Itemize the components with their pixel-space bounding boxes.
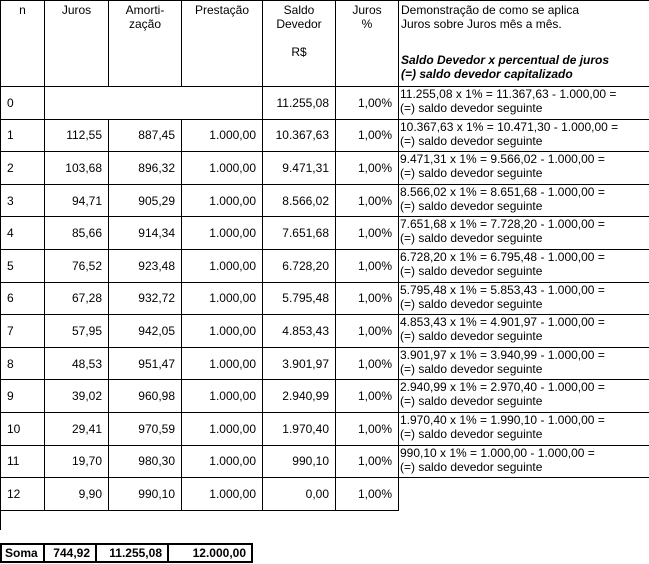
header-demo-line1: Demonstração de como se aplica [401, 3, 580, 17]
cell-n: 7 [1, 315, 45, 348]
cell-demonstracao-empty [399, 478, 649, 511]
cell-demonstracao [399, 413, 649, 446]
demo-formula-line: 990,10 x 1% = 1.000,00 - 1.000,00 = [400, 445, 595, 460]
header-saldo-line3 [263, 31, 335, 45]
cell-prestacao: 1.000,00 [182, 348, 263, 381]
cell-amortizacao: 932,72 [109, 283, 182, 316]
cell-prestacao: 1.000,00 [182, 478, 263, 511]
cell-amortizacao: 980,30 [109, 446, 182, 479]
demo-formula-line: 7.651,68 x 1% = 7.728,20 - 1.000,00 = [400, 217, 605, 232]
cell-demonstracao [399, 446, 649, 479]
cell-prestacao: 1.000,00 [182, 217, 263, 250]
demo-result-line: (=) saldo devedor seguinte [400, 133, 543, 148]
demo-formula-line: 5.795,48 x 1% = 5.853,43 - 1.000,00 = [400, 282, 605, 297]
demo-formula-line: 3.901,97 x 1% = 3.940,99 - 1.000,00 = [400, 347, 605, 362]
cell-juros: 94,71 [45, 185, 109, 218]
header-demo-spacer [401, 31, 649, 53]
cell-saldo-devedor: 990,10 [263, 446, 336, 479]
demo-formula-line: 10.367,63 x 1% = 10.471,30 - 1.000,00 = [400, 119, 619, 134]
demo-result-line: (=) saldo devedor seguinte [400, 101, 543, 115]
cell-demonstracao [399, 185, 649, 218]
cell-prestacao: 1.000,00 [182, 152, 263, 185]
demo-formula-line: 11.255,08 x 1% = 11.367,63 - 1.000,00 = [400, 87, 617, 101]
cell-juros-percent: 1,00% [336, 446, 399, 479]
cell-juros-percent: 1,00% [336, 87, 399, 120]
demo-formula-line: 6.728,20 x 1% = 6.795,48 - 1.000,00 = [400, 250, 605, 264]
cell-n: 10 [1, 413, 45, 446]
cell-juros: 48,53 [45, 348, 109, 381]
cell-juros: 9,90 [45, 478, 109, 511]
cell-n: 9 [1, 380, 45, 413]
cell-demonstracao [399, 217, 649, 250]
cell-saldo-devedor: 3.901,97 [263, 348, 336, 381]
cell-amortizacao: 990,10 [109, 478, 182, 511]
cell-juros: 19,70 [45, 446, 109, 479]
cell-demonstracao [399, 380, 649, 413]
cell-n: 3 [1, 185, 45, 218]
header-amortizacao-line2: zação [128, 17, 162, 31]
header-amortizacao-line1: Amorti- [125, 3, 165, 17]
header-juros-percent [336, 1, 399, 87]
cell-demonstracao [399, 283, 649, 316]
demo-formula-line: 8.566,02 x 1% = 8.651,68 - 1.000,00 = [400, 184, 605, 199]
cell-juros: 57,95 [45, 315, 109, 348]
demo-result-line: (=) saldo devedor seguinte [400, 296, 543, 311]
demo-result-line: (=) saldo devedor seguinte [400, 394, 543, 409]
cell-saldo-devedor: 0,00 [263, 478, 336, 511]
demo-formula-line: 9.471,31 x 1% = 9.566,02 - 1.000,00 = [400, 152, 605, 167]
header-saldo-line4: R$ [291, 45, 307, 59]
cell-prestacao: 1.000,00 [182, 446, 263, 479]
cell-juros-percent: 1,00% [336, 413, 399, 446]
header-prestacao: Prestação [182, 1, 263, 87]
soma-prestacao: 12.000,00 [168, 544, 252, 562]
cell-saldo-devedor: 7.651,68 [263, 217, 336, 250]
cell-saldo-devedor: 4.853,43 [263, 315, 336, 348]
cell-amortizacao: 923,48 [109, 250, 182, 283]
cell-prestacao: 1.000,00 [182, 315, 263, 348]
header-demo-bold-line1: Saldo Devedor x percentual de juros [401, 53, 610, 67]
cell-empty-merged [45, 87, 263, 120]
header-saldo-devedor [263, 1, 336, 87]
cell-juros: 85,66 [45, 217, 109, 250]
cell-saldo-devedor: 11.255,08 [263, 87, 336, 120]
cell-juros-percent: 1,00% [336, 315, 399, 348]
header-juros: Juros [45, 1, 109, 87]
cell-amortizacao: 914,34 [109, 217, 182, 250]
demo-result-line: (=) saldo devedor seguinte [400, 427, 543, 441]
cell-juros-percent: 1,00% [336, 348, 399, 381]
cell-demonstracao [399, 87, 649, 120]
cell-n: 11 [1, 446, 45, 479]
cell-juros-percent: 1,00% [336, 250, 399, 283]
demo-result-line: (=) saldo devedor seguinte [400, 361, 543, 376]
demo-result-line: (=) saldo devedor seguinte [400, 329, 543, 344]
cell-demonstracao [399, 348, 649, 381]
demo-result-line: (=) saldo devedor seguinte [400, 198, 543, 213]
demo-formula-line: 1.970,40 x 1% = 1.990,10 - 1.000,00 = [400, 413, 605, 427]
cell-n: 4 [1, 217, 45, 250]
soma-row [1, 544, 252, 562]
header-amortizacao [109, 1, 182, 87]
cell-juros-percent: 1,00% [336, 152, 399, 185]
cell-juros: 112,55 [45, 120, 109, 153]
header-demonstracao [399, 1, 649, 87]
cell-n: 12 [1, 478, 45, 511]
header-saldo-line2: Devedor [276, 17, 322, 31]
cell-prestacao: 1.000,00 [182, 185, 263, 218]
cell-prestacao: 1.000,00 [182, 120, 263, 153]
cell-juros: 39,02 [45, 380, 109, 413]
demo-formula-line: 2.940,99 x 1% = 2.970,40 - 1.000,00 = [400, 380, 605, 395]
cell-amortizacao: 970,59 [109, 413, 182, 446]
cell-juros-percent: 1,00% [336, 380, 399, 413]
demo-result-line: (=) saldo devedor seguinte [400, 231, 543, 246]
demo-result-line: (=) saldo devedor seguinte [400, 166, 543, 181]
cell-juros-percent: 1,00% [336, 120, 399, 153]
soma-amortizacao: 11.255,08 [96, 544, 168, 562]
soma-label: Soma [1, 544, 44, 562]
header-taxa-line1: Juros [352, 3, 382, 17]
cell-amortizacao: 942,05 [109, 315, 182, 348]
cell-demonstracao [399, 250, 649, 283]
cell-saldo-devedor: 9.471,31 [263, 152, 336, 185]
cell-juros-percent: 1,00% [336, 185, 399, 218]
cell-juros: 103,68 [45, 152, 109, 185]
cell-prestacao: 1.000,00 [182, 380, 263, 413]
cell-demonstracao [399, 315, 649, 348]
cell-prestacao: 1.000,00 [182, 250, 263, 283]
demo-result-line: (=) saldo devedor seguinte [400, 459, 543, 474]
cell-n: 6 [1, 283, 45, 316]
header-demo-bold-line2: (=) saldo devedor capitalizado [401, 67, 573, 81]
cell-saldo-devedor: 10.367,63 [263, 120, 336, 153]
cell-juros-percent: 1,00% [336, 478, 399, 511]
cell-n: 5 [1, 250, 45, 283]
cell-juros: 76,52 [45, 250, 109, 283]
cell-amortizacao: 896,32 [109, 152, 182, 185]
cell-demonstracao [399, 120, 649, 153]
soma-totals-table [0, 543, 253, 563]
header-saldo-line1: Saldo [283, 3, 315, 17]
cell-saldo-devedor: 5.795,48 [263, 283, 336, 316]
cell-saldo-devedor: 8.566,02 [263, 185, 336, 218]
cell-n: 0 [1, 87, 45, 120]
demo-result-line: (=) saldo devedor seguinte [400, 264, 543, 278]
soma-juros: 744,92 [44, 544, 96, 562]
cell-amortizacao: 887,45 [109, 120, 182, 153]
cell-juros: 67,28 [45, 283, 109, 316]
cell-prestacao: 1.000,00 [182, 413, 263, 446]
cell-juros: 29,41 [45, 413, 109, 446]
cell-amortizacao: 905,29 [109, 185, 182, 218]
header-demo-line2: Juros sobre Juros mês a mês. [401, 17, 562, 31]
cell-prestacao: 1.000,00 [182, 283, 263, 316]
cell-juros-percent: 1,00% [336, 283, 399, 316]
cell-amortizacao: 960,98 [109, 380, 182, 413]
demo-formula-line: 4.853,43 x 1% = 4.901,97 - 1.000,00 = [400, 315, 605, 330]
cell-n: 8 [1, 348, 45, 381]
cell-saldo-devedor: 6.728,20 [263, 250, 336, 283]
cell-saldo-devedor: 1.970,40 [263, 413, 336, 446]
header-n: n [1, 1, 45, 87]
cell-saldo-devedor: 2.940,99 [263, 380, 336, 413]
cell-demonstracao [399, 152, 649, 185]
cell-juros-percent: 1,00% [336, 217, 399, 250]
cell-n: 2 [1, 152, 45, 185]
cell-amortizacao: 951,47 [109, 348, 182, 381]
header-taxa-line2: % [361, 17, 373, 31]
cell-n: 1 [1, 120, 45, 153]
